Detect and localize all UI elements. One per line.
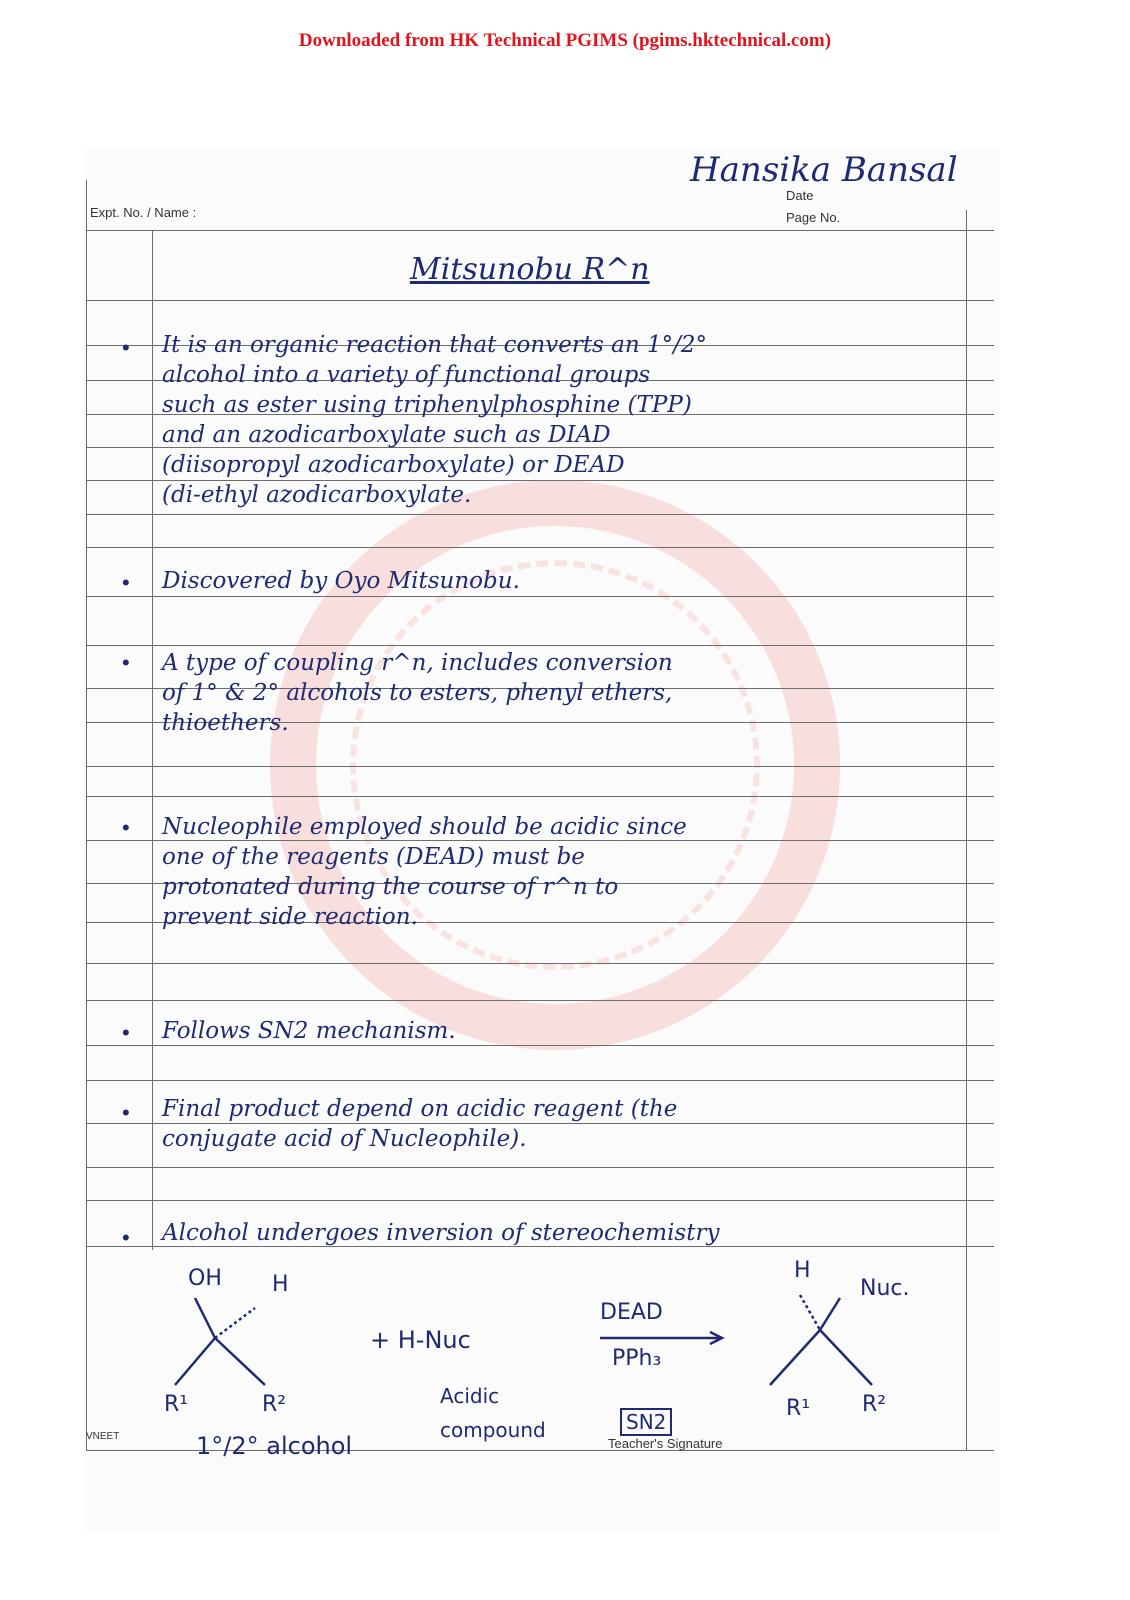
download-banner: Downloaded from HK Technical PGIMS (pgims.hktechnical.com) <box>298 30 832 51</box>
scheme-r1: R¹ <box>164 1392 189 1417</box>
scheme-h: H <box>272 1272 289 1297</box>
point-3: A type of coupling r^n, includes conversion of 1° & 2° alcohols to esters, phenyl ethers, thioethers. <box>162 650 673 736</box>
bullet-icon: • <box>122 815 130 840</box>
point-6: Final product depend on acidic reagent (the conjugate acid of Nucleophile). <box>162 1096 678 1152</box>
scheme-h-product: H <box>794 1258 811 1283</box>
scheme-nuc-product: Nuc. <box>860 1276 910 1301</box>
teacher-signature-label: Teacher's Signature <box>608 1436 723 1451</box>
bullet-icon: • <box>122 650 130 675</box>
scheme-r1-product: R¹ <box>786 1396 811 1421</box>
point-7: Alcohol undergoes inversion of stereochemistry <box>162 1220 720 1246</box>
bullet-icon: • <box>122 1100 130 1125</box>
alcohol-label: 1°/2° alcohol <box>196 1432 353 1460</box>
expt-label: Expt. No. / Name : <box>90 205 197 220</box>
scheme-reagent-bottom: PPh₃ <box>612 1346 662 1371</box>
sn2-label: SN2 <box>620 1408 672 1436</box>
date-label: Date <box>786 188 814 203</box>
bullet-icon: • <box>122 570 130 595</box>
bullet-icon: • <box>122 1020 130 1045</box>
bullet-icon: • <box>122 335 130 360</box>
point-5: Follows SN2 mechanism. <box>162 1018 456 1044</box>
point-4: Nucleophile employed should be acidic since one of the reagents (DEAD) must be protonated during the course of r^n to prevent side reaction. <box>162 814 687 930</box>
scheme-r2-product: R² <box>862 1392 887 1417</box>
scheme-nucleophile: + H-Nuc <box>370 1326 471 1354</box>
scheme-oh: OH <box>188 1266 222 1291</box>
point-1: It is an organic reaction that converts an 1°/2° alcohol into a variety of functional groups such as ester using triphenylphosphine (TPP) and an azodicarboxylate such as DIAD (diisopropyl azodicarboxylate) or DEAD (di-ethyl azodicarboxylate. <box>162 332 708 508</box>
author-signature: Hansika Bansal <box>690 150 958 190</box>
point-2: Discovered by Oyo Mitsunobu. <box>162 568 520 594</box>
bullet-icon: • <box>122 1225 130 1250</box>
compound-label: compound <box>440 1418 546 1442</box>
page-label: Page No. <box>786 210 841 225</box>
scheme-r2: R² <box>262 1392 287 1417</box>
acidic-label: Acidic <box>440 1384 500 1408</box>
footer-brand: VNEET <box>86 1431 120 1442</box>
scheme-reagent-top: DEAD <box>600 1300 663 1325</box>
page-title: Mitsunobu R^n <box>410 252 650 287</box>
